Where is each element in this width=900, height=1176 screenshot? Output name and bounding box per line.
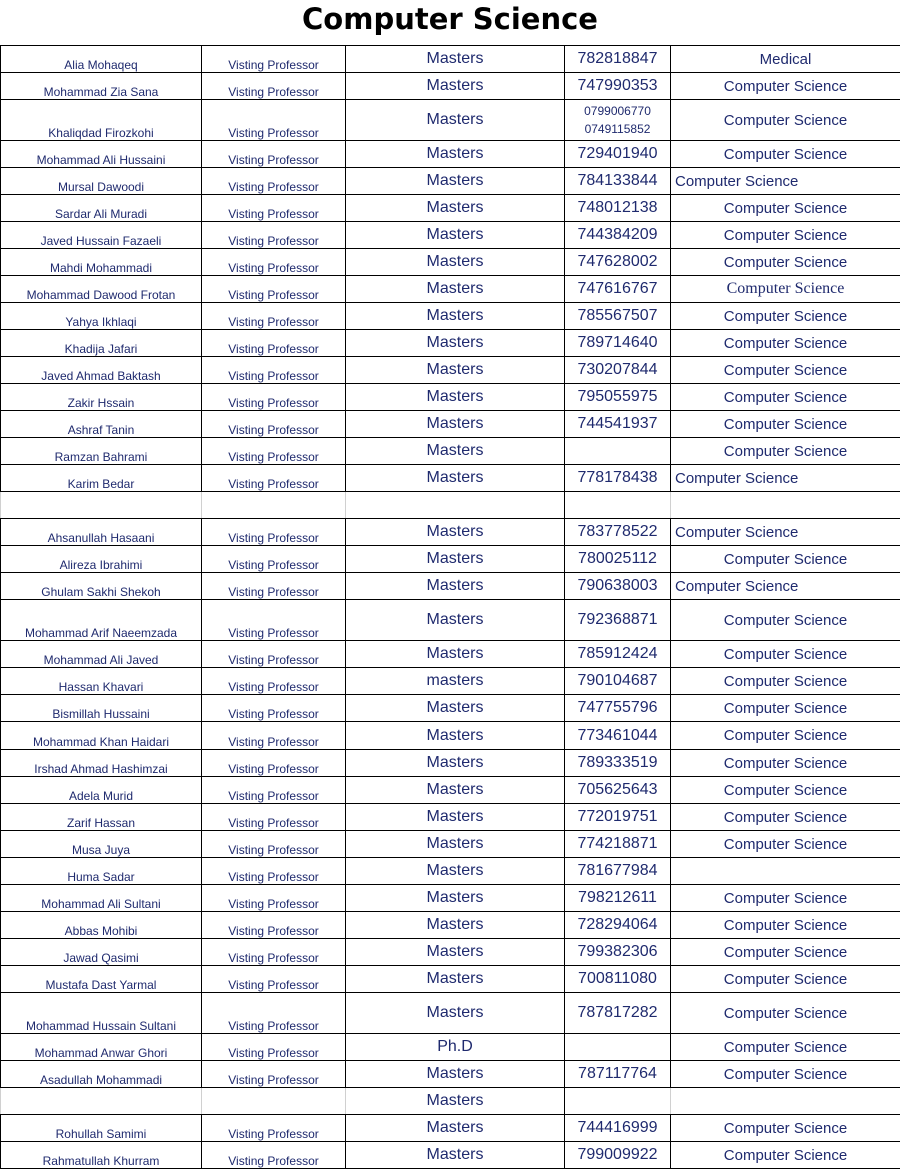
name-cell: Karim Bedar [1,465,202,492]
degree-cell: Masters [346,750,565,777]
degree-cell: Masters [346,641,565,668]
table-row [1,303,900,330]
table-row [1,519,900,546]
degree-cell: Masters [346,519,565,546]
phone-cell: 782818847 [565,46,671,73]
table-row [1,939,900,966]
phone-cell: 728294064 [565,912,671,939]
degree-cell: Masters [346,249,565,276]
phone-cell: 785567507 [565,303,671,330]
position-cell: Visting Professor [202,384,346,411]
name-cell: Ghulam Sakhi Shekoh [1,573,202,600]
position-cell: Visting Professor [202,330,346,357]
table-row [1,546,900,573]
table-row [1,600,900,641]
name-cell [1,492,202,519]
name-cell: Adela Murid [1,777,202,804]
table-row [1,885,900,912]
position-cell: Visting Professor [202,46,346,73]
phone-cell: 789714640 [565,330,671,357]
department-cell: Computer Science [671,276,900,303]
position-cell: Visting Professor [202,249,346,276]
department-cell: Computer Science [671,722,900,750]
staff-table-body [1,46,900,1169]
degree-cell: Masters [346,777,565,804]
position-cell: Visting Professor [202,222,346,249]
position-cell: Visting Professor [202,195,346,222]
position-cell: Visting Professor [202,993,346,1034]
name-cell: Alireza Ibrahimi [1,546,202,573]
position-cell: Visting Professor [202,722,346,750]
department-cell: Computer Science [671,804,900,831]
phone-cell [565,438,671,465]
name-cell: Mohammad Anwar Ghori [1,1034,202,1061]
name-cell: Mohammad Arif Naeemzada [1,600,202,641]
degree-cell: Ph.D [346,1034,565,1061]
table-row [1,966,900,993]
degree-cell: Masters [346,573,565,600]
name-cell: Mohammad Khan Haidari [1,722,202,750]
position-cell: Visting Professor [202,668,346,695]
phone-cell: 744384209 [565,222,671,249]
name-cell: Musa Juya [1,831,202,858]
position-cell: Visting Professor [202,573,346,600]
phone-cell: 774218871 [565,831,671,858]
department-cell: Computer Science [671,519,900,546]
table-row [1,722,900,750]
name-cell: Mursal Dawoodi [1,168,202,195]
table-row [1,641,900,668]
phone-cell: 730207844 [565,357,671,384]
department-cell: Computer Science [671,141,900,168]
degree-cell: Masters [346,222,565,249]
position-cell: Visting Professor [202,1115,346,1142]
degree-cell: Masters [346,100,565,141]
phone-cell: 772019751 [565,804,671,831]
degree-cell: Masters [346,600,565,641]
name-cell: Abbas Mohibi [1,912,202,939]
name-cell: Asadullah Mohammadi [1,1061,202,1088]
position-cell: Visting Professor [202,600,346,641]
department-cell: Computer Science [671,831,900,858]
degree-cell: Masters [346,303,565,330]
degree-cell: Masters [346,885,565,912]
name-cell: Rahmatullah Khurram [1,1142,202,1169]
department-cell: Computer Science [671,546,900,573]
table-row [1,750,900,777]
table-row [1,858,900,885]
phone-cell: 799009922 [565,1142,671,1169]
name-cell: Javed Hussain Fazaeli [1,222,202,249]
phone-cell: 784133844 [565,168,671,195]
degree-cell: Masters [346,195,565,222]
department-cell: Computer Science [671,465,900,492]
degree-cell: Masters [346,357,565,384]
department-cell: Computer Science [671,384,900,411]
degree-cell: Masters [346,722,565,750]
department-cell: Computer Science [671,303,900,330]
department-cell: Computer Science [671,885,900,912]
name-cell: Alia Mohaqeq [1,46,202,73]
position-cell: Visting Professor [202,357,346,384]
degree-cell [346,492,565,519]
table-row [1,1034,900,1061]
table-row [1,141,900,168]
position-cell: Visting Professor [202,966,346,993]
table-row [1,492,900,519]
degree-cell: masters [346,668,565,695]
table-row [1,195,900,222]
department-cell: Computer Science [671,1034,900,1061]
table-row [1,573,900,600]
department-cell [671,858,900,885]
degree-cell: Masters [346,831,565,858]
table-row [1,100,900,141]
table-row [1,168,900,195]
phone-cell: 787817282 [565,993,671,1034]
degree-cell: Masters [346,1142,565,1169]
department-cell: Computer Science [671,912,900,939]
position-cell: Visting Professor [202,1142,346,1169]
phone-cell: 787117764 [565,1061,671,1088]
degree-cell: Masters [346,1088,565,1115]
degree-cell: Masters [346,276,565,303]
degree-cell: Masters [346,804,565,831]
position-cell: Visting Professor [202,411,346,438]
phone-cell: 799382306 [565,939,671,966]
degree-cell: Masters [346,411,565,438]
department-cell [671,492,900,519]
name-cell: Mohammad Ali Sultani [1,885,202,912]
department-cell: Computer Science [671,438,900,465]
position-cell: Visting Professor [202,100,346,141]
department-cell: Computer Science [671,668,900,695]
phone-cell: 781677984 [565,858,671,885]
phone-cell: 798212611 [565,885,671,912]
phone-cell: 780025112 [565,546,671,573]
phone-cell: 748012138 [565,195,671,222]
name-cell: Bismillah Hussaini [1,695,202,722]
table-row [1,465,900,492]
position-cell: Visting Professor [202,1034,346,1061]
position-cell [202,492,346,519]
name-cell: Yahya Ikhlaqi [1,303,202,330]
name-cell: Mohammad Ali Javed [1,641,202,668]
department-cell: Computer Science [671,939,900,966]
department-cell: Computer Science [671,330,900,357]
department-cell: Computer Science [671,168,900,195]
name-cell: Mohammad Hussain Sultani [1,993,202,1034]
name-cell: Sardar Ali Muradi [1,195,202,222]
department-cell: Computer Science [671,357,900,384]
name-cell: Zakir Hssain [1,384,202,411]
degree-cell: Masters [346,330,565,357]
phone-cell: 705625643 [565,777,671,804]
name-cell: Mohammad Zia Sana [1,73,202,100]
name-cell: Huma Sadar [1,858,202,885]
table-row [1,438,900,465]
table-row [1,330,900,357]
department-cell: Computer Science [671,966,900,993]
department-cell: Computer Science [671,1142,900,1169]
name-cell: Mahdi Mohammadi [1,249,202,276]
department-cell: Computer Science [671,222,900,249]
phone-cell: 778178438 [565,465,671,492]
phone-cell: 700811080 [565,966,671,993]
table-row [1,1115,900,1142]
department-cell: Computer Science [671,641,900,668]
name-cell: Rohullah Samimi [1,1115,202,1142]
phone-cell [565,1088,671,1115]
department-cell: Computer Science [671,195,900,222]
degree-cell: Masters [346,1115,565,1142]
position-cell: Visting Professor [202,168,346,195]
department-cell: Computer Science [671,777,900,804]
phone-cell: 795055975 [565,384,671,411]
degree-cell: Masters [346,546,565,573]
position-cell: Visting Professor [202,519,346,546]
phone-cell: 789333519 [565,750,671,777]
phone-cell: 792368871 [565,600,671,641]
position-cell: Visting Professor [202,912,346,939]
page-title: Computer Science [302,2,598,36]
degree-cell: Masters [346,141,565,168]
degree-cell: Masters [346,438,565,465]
phone-cell: 0799006770 0749115852 [565,100,671,141]
phone-cell: 785912424 [565,641,671,668]
position-cell: Visting Professor [202,858,346,885]
table-row [1,46,900,73]
phone-cell: 747628002 [565,249,671,276]
name-cell: Mohammad Ali Hussaini [1,141,202,168]
phone-cell: 790104687 [565,668,671,695]
degree-cell: Masters [346,168,565,195]
phone-cell: 773461044 [565,722,671,750]
phone-cell: 747755796 [565,695,671,722]
degree-cell: Masters [346,939,565,966]
name-cell: Ahsanullah Hasaani [1,519,202,546]
name-cell: Mohammad Dawood Frotan [1,276,202,303]
degree-cell: Masters [346,966,565,993]
position-cell: Visting Professor [202,141,346,168]
position-cell: Visting Professor [202,695,346,722]
table-row [1,411,900,438]
department-cell: Computer Science [671,100,900,141]
department-cell: Computer Science [671,411,900,438]
table-row [1,249,900,276]
department-cell: Computer Science [671,573,900,600]
degree-cell: Masters [346,46,565,73]
name-cell: Khadija Jafari [1,330,202,357]
department-cell: Computer Science [671,695,900,722]
table-row [1,73,900,100]
table-row [1,357,900,384]
phone-cell: 747616767 [565,276,671,303]
phone-cell: 744541937 [565,411,671,438]
table-row [1,804,900,831]
phone-cell [565,1034,671,1061]
phone-cell: 783778522 [565,519,671,546]
name-cell: Ashraf Tanin [1,411,202,438]
table-row [1,276,900,303]
name-cell: Zarif Hassan [1,804,202,831]
position-cell: Visting Professor [202,777,346,804]
table-row [1,384,900,411]
degree-cell: Masters [346,73,565,100]
department-cell [671,1088,900,1115]
department-cell: Computer Science [671,750,900,777]
table-row [1,695,900,722]
name-cell: Khaliqdad Firozkohi [1,100,202,141]
name-cell: Javed Ahmad Baktash [1,357,202,384]
degree-cell: Masters [346,912,565,939]
table-row [1,1088,900,1115]
table-row [1,1061,900,1088]
position-cell: Visting Professor [202,750,346,777]
department-cell: Computer Science [671,1061,900,1088]
name-cell: Jawad Qasimi [1,939,202,966]
department-cell: Computer Science [671,1115,900,1142]
position-cell: Visting Professor [202,939,346,966]
name-cell: Mustafa Dast Yarmal [1,966,202,993]
department-cell: Computer Science [671,73,900,100]
table-row [1,993,900,1034]
position-cell [202,1088,346,1115]
department-cell: Medical [671,46,900,73]
phone-cell: 747990353 [565,73,671,100]
position-cell: Visting Professor [202,804,346,831]
table-row [1,831,900,858]
name-cell: Ramzan Bahrami [1,438,202,465]
name-cell: Hassan Khavari [1,668,202,695]
degree-cell: Masters [346,858,565,885]
table-row [1,668,900,695]
phone-cell: 744416999 [565,1115,671,1142]
name-cell [1,1088,202,1115]
department-cell: Computer Science [671,249,900,276]
staff-table [0,45,900,1169]
name-cell: Irshad Ahmad Hashimzai [1,750,202,777]
phone-cell: 729401940 [565,141,671,168]
degree-cell: Masters [346,1061,565,1088]
department-cell: Computer Science [671,600,900,641]
degree-cell: Masters [346,695,565,722]
degree-cell: Masters [346,465,565,492]
position-cell: Visting Professor [202,1061,346,1088]
position-cell: Visting Professor [202,276,346,303]
table-row [1,777,900,804]
position-cell: Visting Professor [202,303,346,330]
degree-cell: Masters [346,384,565,411]
position-cell: Visting Professor [202,641,346,668]
position-cell: Visting Professor [202,546,346,573]
table-row [1,912,900,939]
phone-cell [565,492,671,519]
phone-cell: 790638003 [565,573,671,600]
table-row [1,222,900,249]
position-cell: Visting Professor [202,73,346,100]
department-cell: Computer Science [671,993,900,1034]
table-row [1,1142,900,1169]
position-cell: Visting Professor [202,885,346,912]
position-cell: Visting Professor [202,465,346,492]
position-cell: Visting Professor [202,831,346,858]
degree-cell: Masters [346,993,565,1034]
position-cell: Visting Professor [202,438,346,465]
